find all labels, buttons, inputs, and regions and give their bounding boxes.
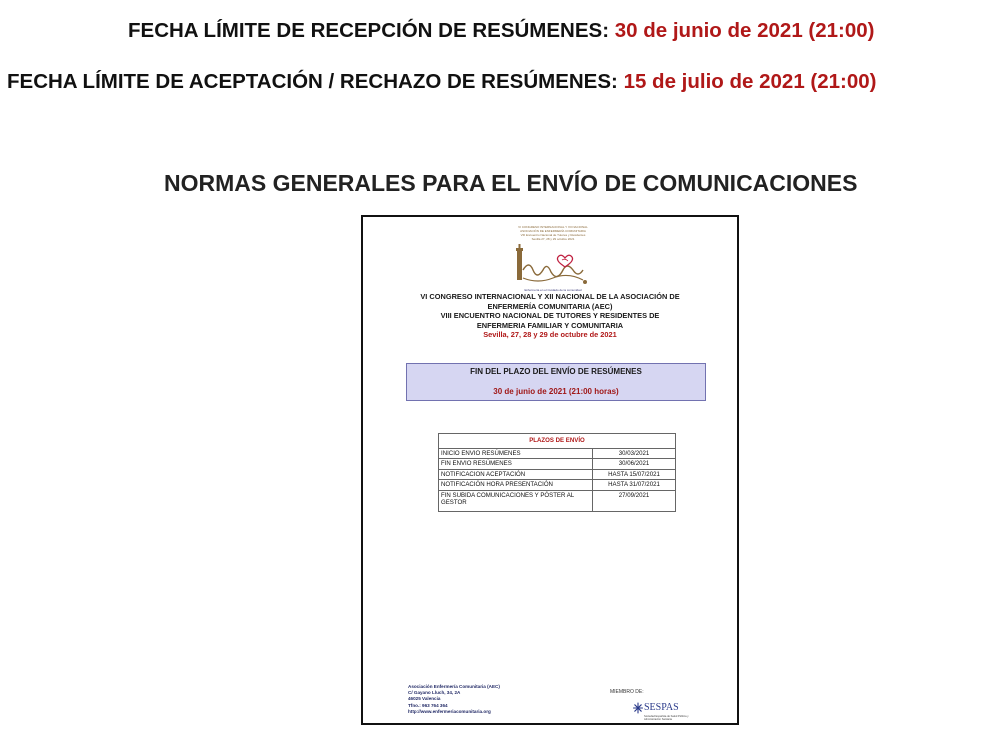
reception-deadline [128,19,875,43]
table-row [439,459,676,469]
association-phone: Tfno.: 963 764 364 [408,702,448,708]
row-label: FIN SUBIDA COMUNICACIONES Y PÓSTER AL GESTOR [439,490,593,511]
acceptance-deadline-date: 15 de julio de 2021 (21:00) [623,70,877,93]
submission-schedule-table [438,433,676,512]
sespas-star-icon [633,702,643,714]
table-row [439,490,676,511]
svg-text:Sevilla 27, 28 y 29 octubre 20: Sevilla 27, 28 y 29 octubre 2021 [531,237,575,241]
sespas-name: SESPAS [644,702,679,713]
row-value: 27/09/2021 [593,490,676,511]
title-line: ENFERMERIA FAMILIAR Y COMUNITARIA [476,320,624,330]
acceptance-deadline [7,70,877,94]
svg-text:Enfermería en el Cuidado de la: Enfermería en el Cuidado de la comunidad [524,288,582,292]
row-label: NOTIFICACION ACEPTACIÓN [439,469,593,479]
svg-text:VIII Encuentro Nacional de Tut: VIII Encuentro Nacional de Tutores y Residentes [520,233,586,237]
association-address [408,684,500,715]
row-label: NOTIFICACIÓN HORA PRESENTACIÓN [439,480,593,490]
reception-deadline-label: FECHA LÍMITE DE RECEPCIÓN DE RESÚMENES: [128,19,610,42]
sespas-subtitle: Sociedad Española de Salud Pública y Administración Sanitaria [644,715,689,721]
congress-titles [363,292,737,340]
title-line: VIII ENCUENTRO NACIONAL DE TUTORES Y RESIDENTES DE [440,311,660,321]
section-heading: NORMAS GENERALES PARA EL ENVÍO DE COMUNICACIONES [164,170,858,196]
sespas-logo [633,701,703,723]
table-header-row [439,434,676,449]
reception-deadline-date: 30 de junio de 2021 (21:00) [614,19,875,42]
table-row [439,480,676,490]
svg-text:VI CONGRESO INTERNACIONAL Y XI: VI CONGRESO INTERNACIONAL Y XII NACIONAL [518,225,588,229]
document-preview[interactable] [361,215,739,725]
deadline-box [406,363,706,401]
table-row [439,449,676,459]
association-street: C/ Gayano Lluch, 34, 2A [408,690,461,696]
member-label: MIEMBRO DE: [610,689,644,695]
row-value: 30/03/2021 [593,449,676,459]
association-city: 46025 Valencia [408,696,441,702]
association-name: Asociación Enfermería Comunitaria (AEC) [408,684,500,689]
row-value: HASTA 15/07/2021 [593,469,676,479]
congress-logo [503,220,603,294]
association-website-link[interactable]: http://www.enfermeriacomunitaria.org [408,708,491,714]
table-row [439,469,676,479]
table-header: PLAZOS DE ENVÍO [439,434,676,449]
row-value: HASTA 31/07/2021 [593,480,676,490]
row-label: FIN ENVIO RESÚMENES [439,459,593,469]
title-line: VI CONGRESO INTERNACIONAL Y XII NACIONAL DE LA ASOCIACIÓN DE [420,292,680,301]
deadline-box-date: 30 de junio de 2021 (21:00 horas) [493,387,619,396]
svg-text:ASOCIACIÓN DE ENFERMERÍA COMUN: ASOCIACIÓN DE ENFERMERÍA COMUNITARIA [520,229,586,233]
acceptance-deadline-label: FECHA LÍMITE DE ACEPTACIÓN / RECHAZO DE RESÚMENES: [7,70,618,93]
row-value: 30/06/2021 [593,459,676,469]
title-line: ENFERMERÍA COMUNITARIA (AEC) [487,301,613,311]
row-label: INICIO ENVIO RESÚMENES [439,449,593,459]
venue-dates: Sevilla, 27, 28 y 29 de octubre de 2021 [483,330,617,340]
deadline-box-heading: FIN DEL PLAZO DEL ENVÍO DE RESÚMENES [470,367,642,376]
